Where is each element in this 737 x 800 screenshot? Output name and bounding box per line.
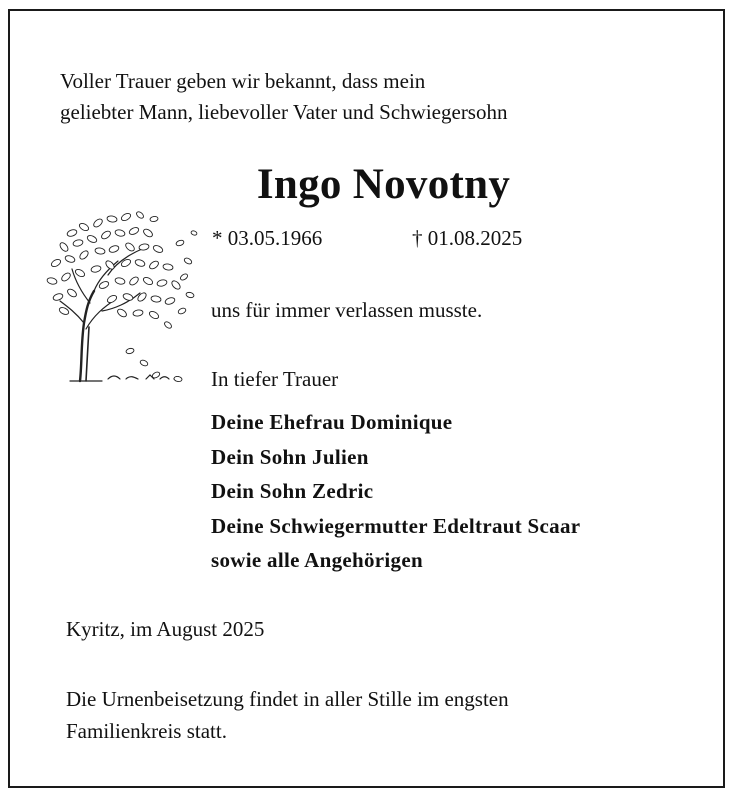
mourner: Deine Schwiegermutter Edeltraut Scaar [211, 513, 581, 538]
intro-line-2: geliebter Mann, liebevoller Vater und Schwiegersohn [60, 100, 508, 124]
deceased-name: Ingo Novotny [256, 161, 511, 208]
mourning-label: In tiefer Trauer [211, 367, 339, 391]
mourners-list [211, 405, 580, 578]
funeral-note-line-2: Familienkreis statt. [66, 719, 227, 743]
funeral-note-line-1: Die Urnenbeisetzung findet in aller Stille im engsten [66, 687, 509, 711]
mourner: Dein Sohn Julien [211, 444, 369, 469]
place-date: Kyritz, im August 2025 [66, 617, 265, 641]
mourner: sowie alle Angehörigen [211, 548, 423, 572]
intro-text [60, 66, 507, 128]
birth-date: * 03.05.1966 [212, 226, 323, 250]
intro-line-1: Voller Trauer geben wir bekannt, dass mein [60, 69, 426, 93]
mourner: Deine Ehefrau Dominique [211, 410, 453, 434]
tree-icon [42, 203, 202, 393]
mourner: Dein Sohn Zedric [211, 479, 374, 503]
death-date: † 01.08.2025 [412, 226, 523, 250]
passing-message: uns für immer verlassen musste. [211, 298, 483, 322]
funeral-note [66, 683, 509, 747]
